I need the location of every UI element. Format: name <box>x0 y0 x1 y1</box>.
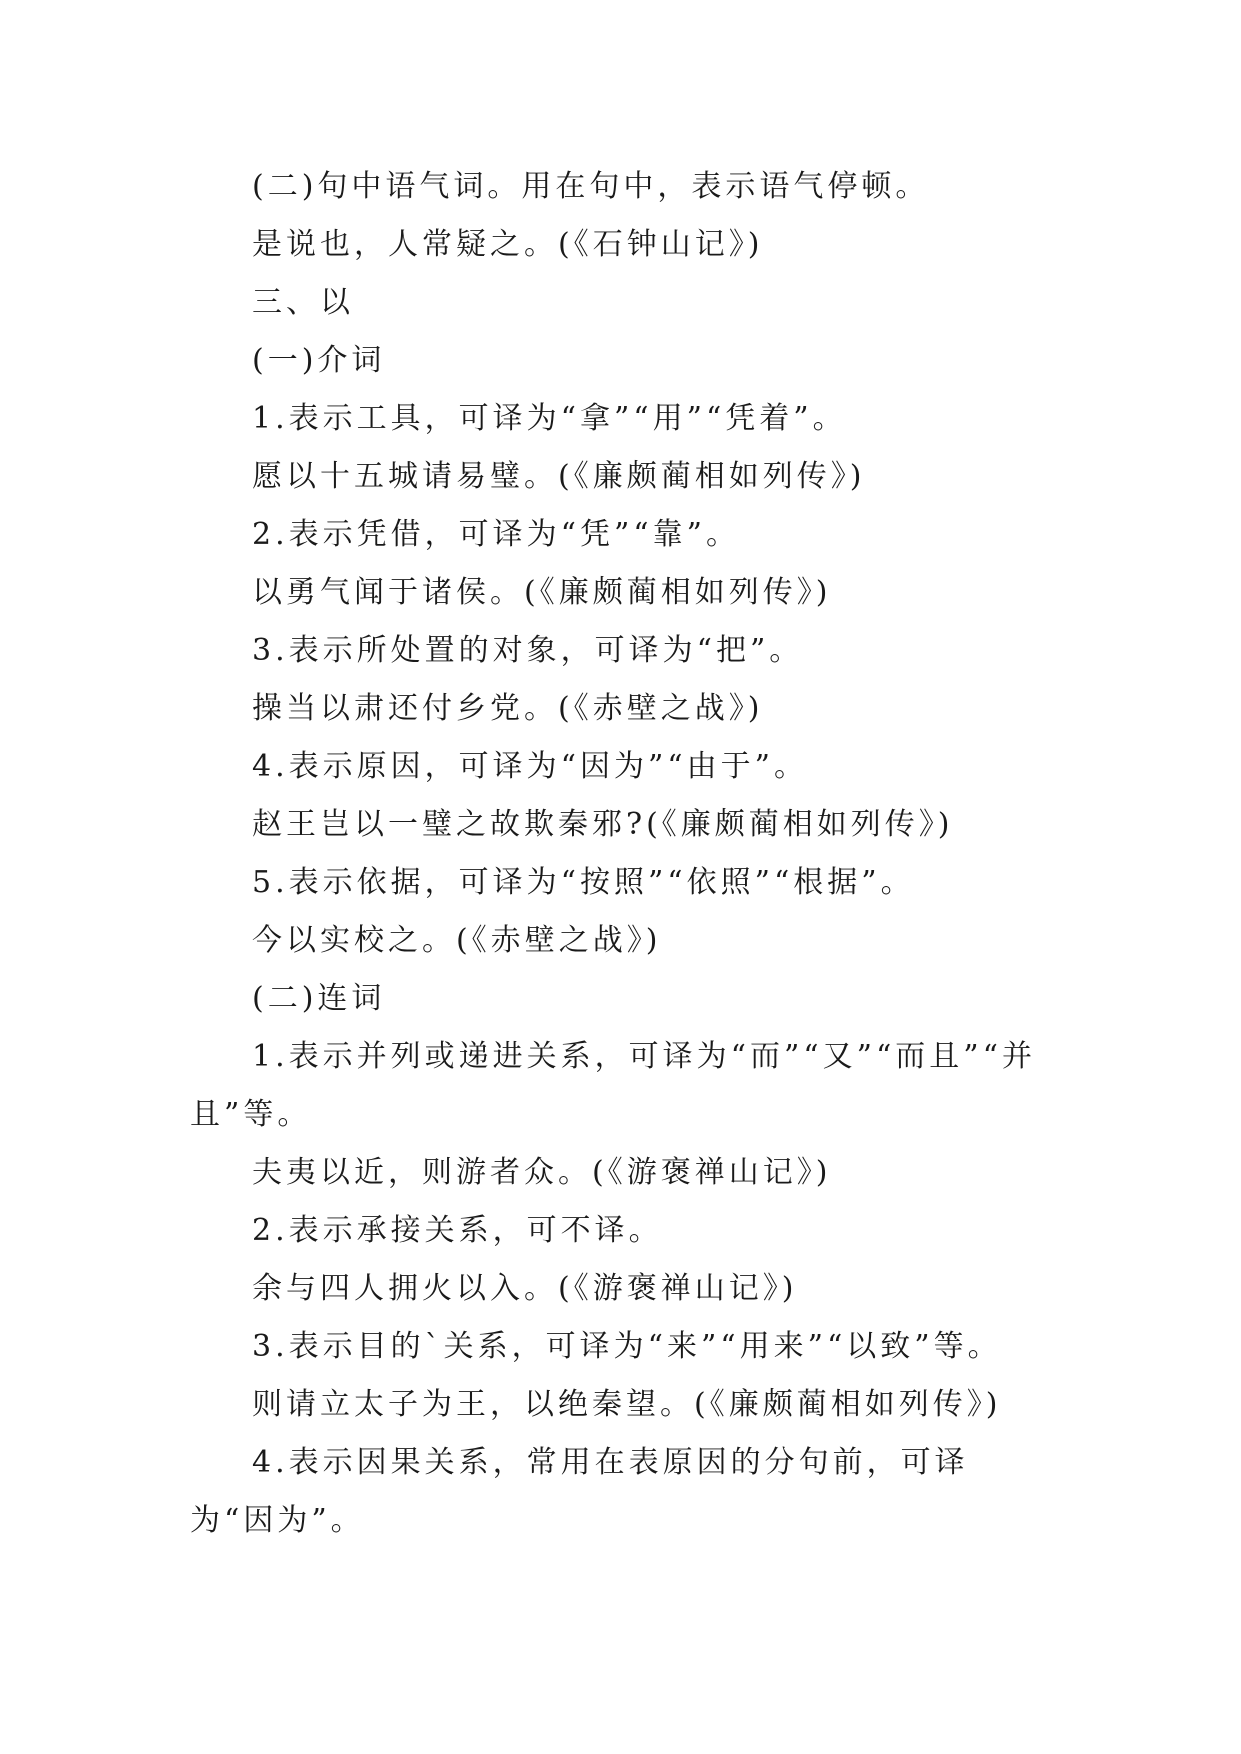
usage-item: 1.表示工具，可译为“拿”“用”“凭着”。 <box>252 401 847 436</box>
example-sentence: 赵王岂以一璧之故欺秦邪?(《廉颇蔺相如列传》) <box>252 807 954 842</box>
subsection-heading: (二)连词 <box>252 981 386 1016</box>
usage-item: 5.表示依据，可译为“按照”“依照”“根据”。 <box>252 865 915 900</box>
section-heading: 三、以 <box>252 285 354 320</box>
example-sentence: 是说也，人常疑之。(《石钟山记》) <box>252 227 764 262</box>
usage-item: 1.表示并列或递进关系，可译为“而”“又”“而且”“并且”等。 <box>190 1039 1036 1132</box>
usage-item: 3.表示目的`关系，可译为“来”“用来”“以致”等。 <box>252 1329 1002 1364</box>
example-sentence: 以勇气闻于诸侯。(《廉颇蔺相如列传》) <box>252 575 832 610</box>
example-sentence: 夫夷以近，则游者众。(《游褒禅山记》) <box>252 1155 832 1190</box>
usage-item: 3.表示所处置的对象，可译为“把”。 <box>252 633 804 668</box>
usage-item: 4.表示因果关系，常用在表原因的分句前，可译为“因为”。 <box>190 1445 969 1538</box>
example-sentence: 愿以十五城请易璧。(《廉颇蔺相如列传》) <box>252 459 866 494</box>
subsection-heading: (一)介词 <box>252 343 386 378</box>
usage-item: 4.表示原因，可译为“因为”“由于”。 <box>252 749 808 784</box>
paragraph: (二)句中语气词。用在句中，表示语气停顿。 <box>252 169 930 204</box>
example-sentence: 余与四人拥火以入。(《游褒禅山记》) <box>252 1271 798 1306</box>
document-body <box>190 158 1052 1550</box>
example-sentence: 则请立太子为王，以绝秦望。(《廉颇蔺相如列传》) <box>252 1387 1002 1422</box>
example-sentence: 今以实校之。(《赤壁之战》) <box>252 923 662 958</box>
usage-item: 2.表示承接关系，可不译。 <box>252 1213 663 1248</box>
usage-item: 2.表示凭借，可译为“凭”“靠”。 <box>252 517 740 552</box>
example-sentence: 操当以肃还付乡党。(《赤壁之战》) <box>252 691 764 726</box>
